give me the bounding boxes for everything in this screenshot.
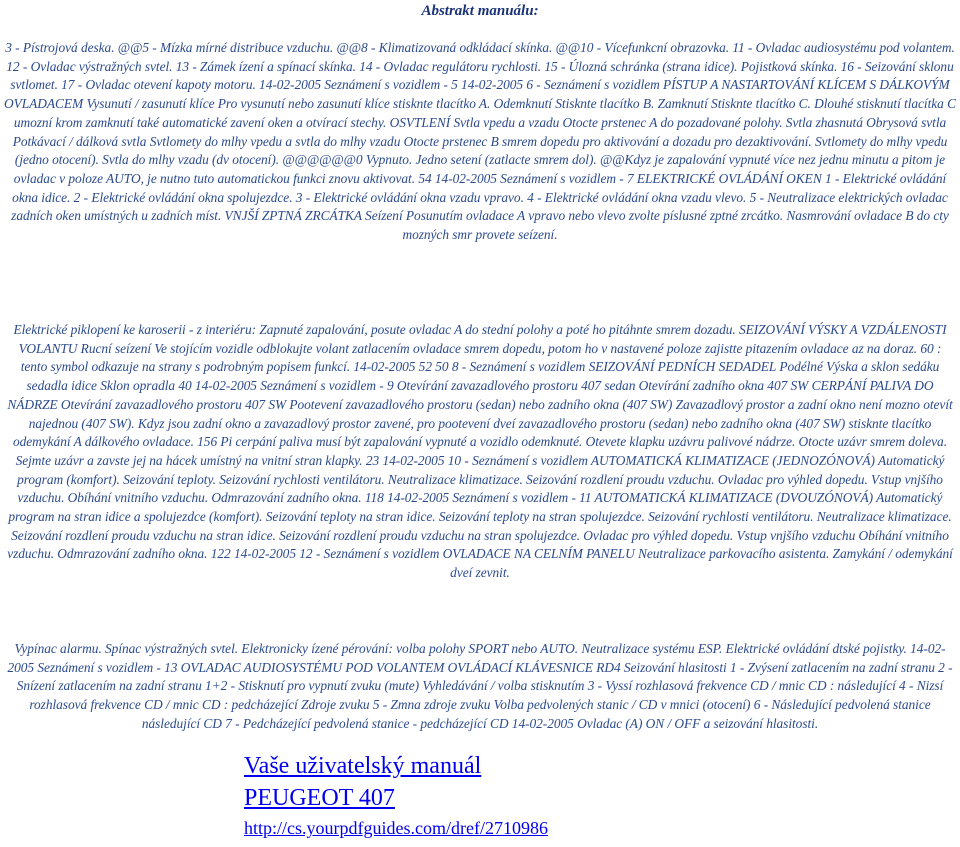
abstract-paragraph-3: Vypínac alarmu. Spínac výstražných svtel. Elektronicky ízené pérování: volba polohy SPORT nebo AUTO. Neutralizace systému ESP. Elektrické ovládání dtské pojistky. 14-02-2005 Seznámení s vozidlem - 13 OVLADAC AUDIOSYSTÉMU POD VOLANTEM OVLÁDACÍ KLÁVESNICE RD4 Seizování hlasitosti 1 - Zvýsení zatlacením na zadní stranu 2 - Snízení zatlacením na zadní stranu 1+2 - Stisknutí pro vypnutí zvuku (mute) Vyhledávání / volba stisknutím 3 - Vyssí rozhlasová frekvence CD / mnic CD : následující 4 - Nizsí rozhlasová frekvence CD / mnic CD : pedcházející Zdroje zvuku 5 - Zmna zdroje zvuku Volba pedvolených stanic / CD v mnici (otocení) 6 - Následující pedvolená stanice následující CD 7 - Pedcházející pedvolená stanice - pedcházející CD 14-02-2005 Ovladac (A) ON / OFF a seizování hlasitosti. — [7, 641, 953, 731]
manual-links — [244, 752, 548, 839]
abstract-paragraph-2: Elektrické piklopení ke karoserii - z interiéru: Zapnuté zapalování, posute ovladac A do stední polohy a poté ho pitáhnte smrem dozadu. SEIZOVÁNÍ VÝSKY A VZDÁLENOSTI VOLANTU Rucní seízení Ve stojícím vozidle odblokujte volant zatlacením ovladace smrem dopedu, potom ho v nastavené poloze zajistte pitazením ovladace az na doraz. 60 : tento symbol odkazuje na strany s podrobným popisem funkcí. 14-02-2005 52 50 8 - Seznámení s vozidlem SEIZOVÁNÍ PEDNÍCH SEDADEL Podélné Výska a sklon sedáku sedadla idice Sklon opradla 40 14-02-2005 Seznámení s vozidlem - 9 Otevírání zavazadlového prostoru 407 sedan Otevírání zadního okna 407 SW CERPÁNÍ PALIVA DO NÁDRZE Otevírání zavazadlového prostoru 407 SW Pootevení zavazadlového prostoru (sedan) nebo zadního okna (407 SW) Zavazadlový prostor a zadní okno není mozno otevít najednou (407 SW). Kdyz jsou zadní okno a zavazadlový prostor zavené, pro pootevení dveí zavazadlového prostoru (sedan) nebo zadního okna (407 SW) stisknte tlacítko odemykání A dálkového ovladace. 156 Pi cerpání paliva musí být zapalování vypnuté a vozidlo odemknuté. Otevete klapku uzávru palivové nádrze. Otocte uzávr smrem doleva. Sejmte uzávr a zavste jej na hácek umístný na vnitní stran klapky. 23 14-02-2005 10 - Seznámení s vozidlem AUTOMATICKÁ KLIMATIZACE (JEDNOZÓNOVÁ) Automatický program (komfort). Seizování teploty. Seizování rychlosti ventilátoru. Neutralizace klimatizace. Seizování rozdlení proudu vzduchu. Ovladac pro výhled dopedu. Vstup vnjšího vzduchu. Obíhání vnitního vzduchu. Odmrazování zadního okna. 118 14-02-2005 Seznámení s vozidlem - 11 AUTOMATICKÁ KLIMATIZACE (DVOUZÓNOVÁ) Automatický program na stran idice a spolujezdce (komfort). Seizování teploty na stran idice. Seizování teploty na stran spolujezdce. Seizování rychlosti ventilátoru. Neutralizace klimatizace. Seizování rozdlení proudu vzduchu na stran idice. Seizování rozdlení proudu vzduchu na stran spolujezdce. Ovladac pro výhled dopedu. Vstup vnjšího vzduchu Obíhání vnitního vzduchu. Odmrazování zadního okna. 122 14-02-2005 12 - Seznámení s vozidlem OVLADACE NA CELNÍM PANELU Neutralizace parkovacího asistenta. Zamykání / odemykání dveí zevnit. — [7, 322, 953, 581]
abstract-heading: Abstrakt manuálu: — [421, 3, 539, 19]
manual-link[interactable]: Vaše uživatelský manuál — [244, 753, 482, 779]
model-link[interactable]: PEUGEOT 407 — [244, 785, 395, 811]
abstract-paragraph-1: 3 - Pístrojová deska. @@5 - Mízka mírné distribuce vzduchu. @@8 - Klimatizovaná odkládací skínka. @@10 - Vícefunkcní obrazovka. 11 - Ovladac audiosystému pod volantem. 12 - Ovladac výstražných svtel. 13 - Zámek ízení a spínací skínka. 14 - Ovladac regulátoru rychlosti. 15 - Úlozná schránka (strana idice). Pojistková skínka. 16 - Seizování sklonu svtlomet. 17 - Ovladac otevení kapoty motoru. 14-02-2005 Seznámení s vozidlem - 5 14-02-2005 6 - Seznámení s vozidlem PÍSTUP A NASTARTOVÁNÍ KLÍCEM S DÁLKOVÝM OVLADACEM Vysunutí / zasunutí klíce Pro vysunutí nebo zasunutí klíce stisknte tlacítko A. Odemknutí Stisknte tlacítko B. Zamknutí Stisknte tlacítko C. Dlouhé stisknutí tlacítka C umozní krom zamknutí také automatické zavení oken a otvírací stechy. OSVTLENÍ Svtla vpedu a vzadu Otocte prstenec A do pozadované polohy. Svtla zhasnutá Obrysová svtla Potkávací / dálková svtla Svtlomety do mlhy vpedu a svtla do mlhy vzadu Otocte prstenec B smrem dopedu pro aktivování a dozadu pro dezaktivování. Svtlomety do mlhy vpedu (jedno otocení). Svtla do mlhy vzadu (dv otocení). @@@@@@0 Vypnuto. Jedno setení (zatlacte smrem dol). @@Kdyz je zapalování vypnuté více nez jednu minutu a pitom je ovladac v poloze AUTO, je nutno tuto automatickou funkci znovu aktivovat. 54 14-02-2005 Seznámení s vozidlem - 7 ELEKTRICKÉ OVLÁDÁNÍ OKEN 1 - Elektrické ovládání okna idice. 2 - Elektrické ovládání okna spolujezdce. 3 - Elektrické ovládání okna vzadu vpravo. 4 - Elektrické ovládání okna vzadu vlevo. 5 - Neutralizace elektrických ovladac zadních oken umístných u zadních míst. VNJŠÍ ZPTNÁ ZRCÁTKA Seízení Posunutím ovladace A vpravo nebo vlevo zvolte píslusné zptné zrcátko. Nasmrování ovladace B do cty mozných smr provete seízení. — [4, 40, 956, 243]
url-link[interactable]: http://cs.yourpdfguides.com/dref/2710986 — [244, 818, 548, 838]
